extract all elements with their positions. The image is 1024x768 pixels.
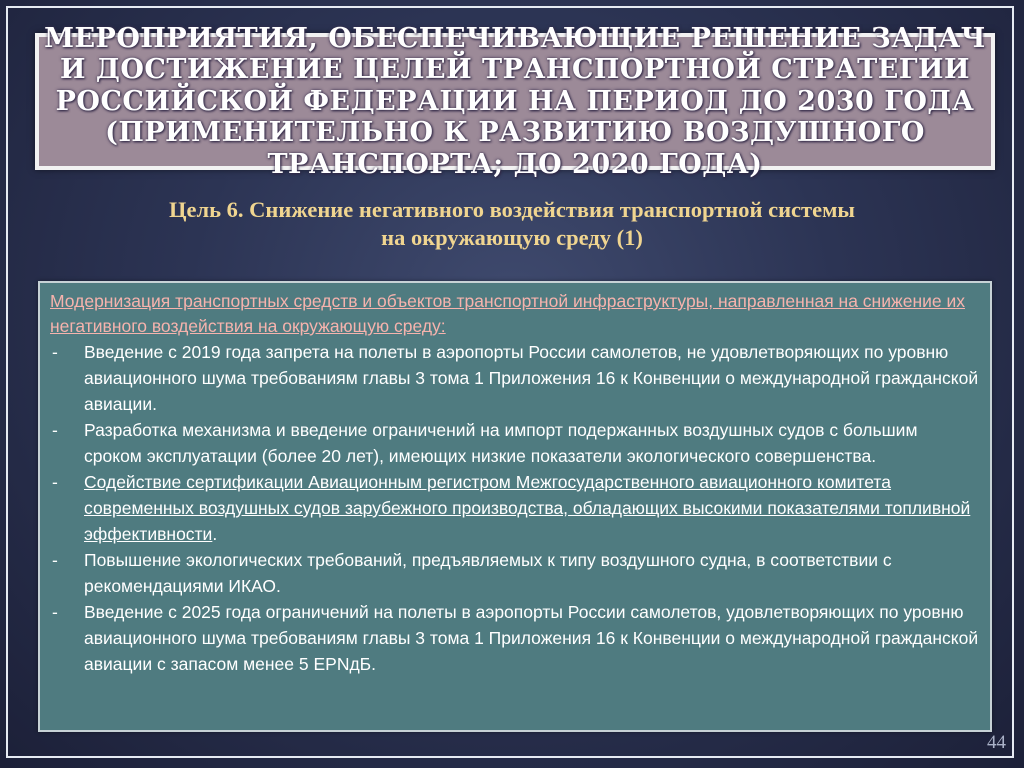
list-item-text: Разработка механизма и введение ограничений на импорт подержанных воздушных судов с большим сроком эксплуатации (более 20 лет), имеющих низкие показатели экологического совершенства. — [84, 420, 918, 466]
list-item-text: Введение с 2025 года ограничений на полеты в аэропорты России самолетов, удовлетворяющих по уровню авиационного шума требованиям главы 3 тома 1 Приложения 16 к Конвенции о международной гражданской авиации с запасом менее 5 EPNдБ. — [84, 602, 979, 674]
list-item — [50, 547, 980, 599]
list-item — [50, 339, 980, 417]
list-item — [50, 599, 980, 677]
intro-text: Модернизация транспортных средств и объектов транспортной инфраструктуры, направленная на снижение их негативного воздействия на окружающую среду: — [50, 291, 965, 336]
list-item — [50, 417, 980, 469]
list-item — [50, 469, 980, 547]
list-item-text: Введение с 2019 года запрета на полеты в аэропорты России самолетов, не удовлетворяющих по уровню авиационного шума требованиям главы 3 тома 1 Приложения 16 к Конвенции о международной гражданской авиации. — [84, 342, 979, 414]
list-item-text: Повышение экологических требований, предъявляемых к типу воздушного судна, в соответствии с рекомендациями ИКАО. — [84, 550, 892, 596]
page-number: 44 — [987, 732, 1006, 753]
goal-line-1: Цель 6. Снижение негативного воздействия транспортной системы — [169, 197, 855, 222]
content-box — [38, 281, 992, 732]
list-item-suffix: . — [212, 524, 218, 544]
goal-line-2: на окружающую среду (1) — [381, 225, 643, 250]
list-item-text: Содействие сертификации Авиационным регистром Межгосударственного авиационного комитета современных воздушных судов зарубежного производства, обладающих высокими показателями топливной эффективности — [84, 472, 971, 544]
slide-title: МЕРОПРИЯТИЯ, ОБЕСПЕЧИВАЮЩИЕ РЕШЕНИЕ ЗАДАЧ И ДОСТИЖЕНИЕ ЦЕЛЕЙ ТРАНСПОРТНОЙ СТРАТЕГИИ РОССИЙСКОЙ ФЕДЕРАЦИИ НА ПЕРИОД ДО 2030 ГОДА (ПРИМЕНИТЕЛЬНО К РАЗВИТИЮ ВОЗДУШНОГО ТРАНСПОРТА; ДО 2020 ГОДА) — [44, 22, 986, 180]
measures-list — [50, 339, 980, 677]
goal-heading — [60, 196, 964, 252]
title-box — [35, 22, 995, 180]
